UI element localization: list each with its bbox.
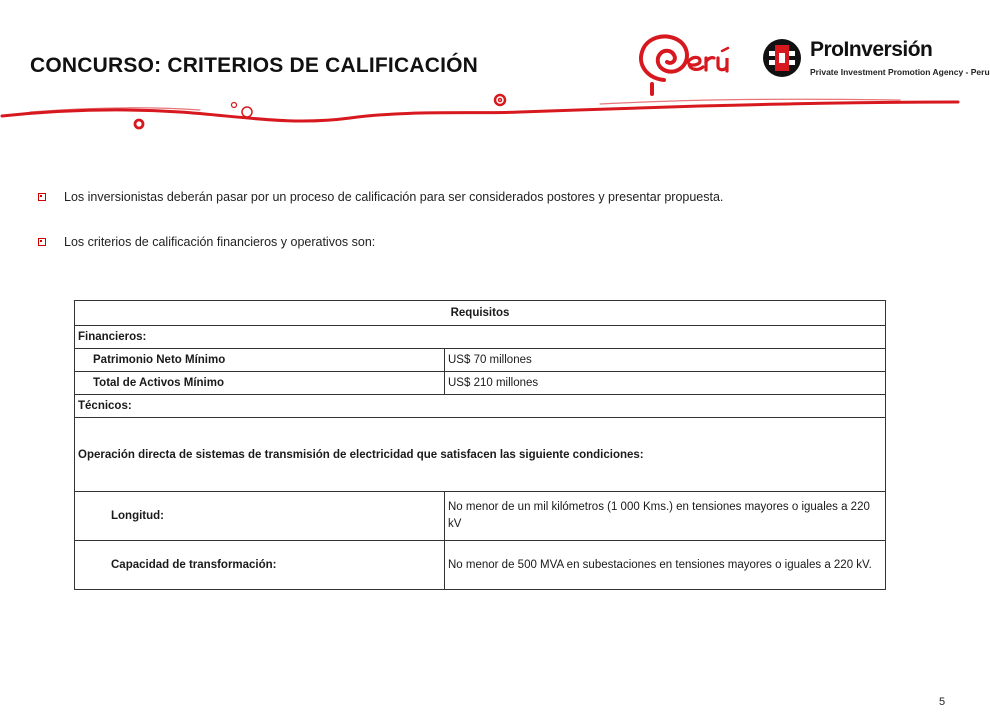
table-row	[75, 395, 886, 418]
bullet-item	[38, 235, 375, 249]
row-value: US$ 70 millones	[445, 349, 886, 372]
section-label-technical: Técnicos:	[75, 395, 886, 418]
bullet-text: Los criterios de calificación financieros y operativos son:	[64, 235, 376, 249]
row-value: No menor de 500 MVA en subestaciones en tensiones mayores o iguales a 220 kV.	[445, 541, 886, 590]
table-row	[75, 326, 886, 349]
header-decorative-swirl	[0, 88, 960, 148]
row-value: No menor de un mil kilómetros (1 000 Kms.) en tensiones mayores o iguales a 220 kV	[445, 492, 886, 541]
page-number: 5	[939, 696, 946, 708]
proinversion-name: ProInversión	[810, 38, 933, 61]
table-header: Requisitos	[75, 301, 886, 326]
requirements-table	[74, 300, 886, 590]
proinversion-tagline: Private Investment Promotion Agency - Peru	[810, 67, 990, 77]
row-label: Patrimonio Neto Mínimo	[75, 349, 445, 372]
bullet-text: Los inversionistas deberán pasar por un proceso de calificación para ser considerados postores y presentar propuesta.	[64, 190, 724, 204]
row-label: Capacidad de transformación:	[75, 541, 445, 590]
table-header-row	[75, 301, 886, 326]
bullet-item	[38, 190, 723, 204]
table-row	[75, 492, 886, 541]
row-label: Total de Activos Mínimo	[75, 372, 445, 395]
row-label: Longitud:	[75, 492, 445, 541]
table-row	[75, 418, 886, 492]
row-value: US$ 210 millones	[445, 372, 886, 395]
table-row	[75, 349, 886, 372]
checkbox-bullet-icon	[38, 193, 46, 201]
checkbox-bullet-icon	[38, 238, 46, 246]
operation-description: Operación directa de sistemas de transmisión de electricidad que satisfacen las siguiente condiciones:	[75, 418, 886, 492]
section-label-financial: Financieros:	[75, 326, 886, 349]
page-title: CONCURSO: CRITERIOS DE CALIFICACIÓN	[30, 54, 478, 77]
table-row	[75, 372, 886, 395]
table-row	[75, 541, 886, 590]
